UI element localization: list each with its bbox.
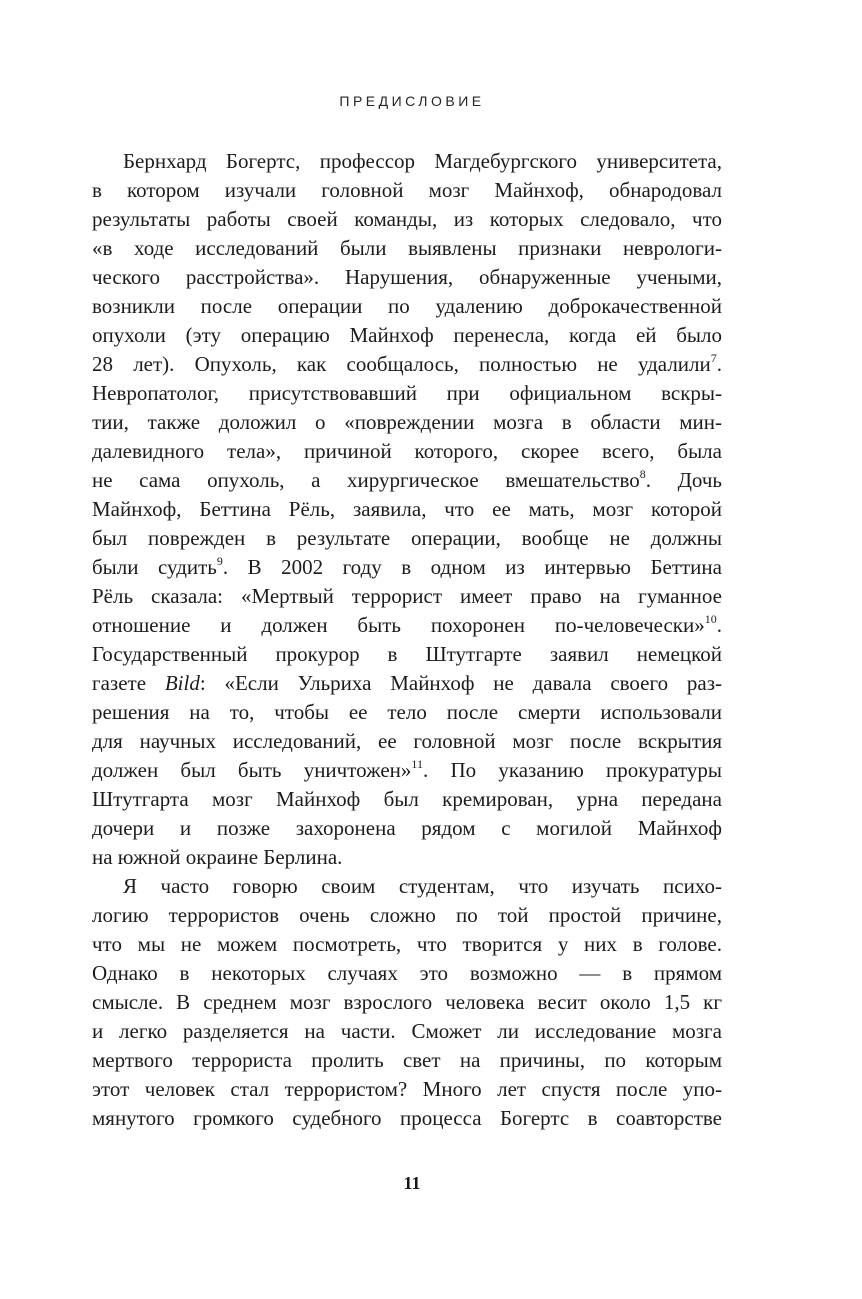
text-line: дочери и позже захоронена рядом с могилой Майнхоф	[92, 816, 722, 840]
text-line: тии, также доложил о «повреждении мозга в области мин-	[92, 410, 722, 434]
text-line: газете Bild: «Если Ульриха Майнхоф не давала своего раз-	[92, 671, 722, 695]
text-line: Государственный прокурор в Штутгарте заявил немецкой	[92, 642, 722, 666]
text-line: должен был быть уничтожен»$^{11}$. По указанию прокуратуры	[92, 757, 722, 782]
text-line: мертвого террориста пролить свет на причины, по которым	[92, 1048, 722, 1072]
text-line: не сама опухоль, а хирургическое вмешательство$^8$. Дочь	[92, 467, 722, 492]
chapter-running-head: ПРЕДИСЛОВИЕ	[339, 93, 485, 109]
text-line: этот человек стал террористом? Много лет спустя после упо-	[92, 1077, 722, 1101]
text-line: «в ходе исследований были выявлены признаки неврологи-	[92, 236, 722, 260]
body-text-block	[92, 147, 722, 1133]
text-line: в котором изучали головной мозг Майнхоф, обнародовал	[92, 178, 722, 202]
text-line: Однако в некоторых случаях это возможно — в прямом	[92, 961, 722, 985]
text-line: Штутгарта мозг Майнхоф был кремирован, урна передана	[92, 787, 722, 811]
text-line: был поврежден в результате операции, вообще не должны	[92, 526, 722, 550]
text-line: опухоли (эту операцию Майнхоф перенесла, когда ей было	[92, 323, 722, 347]
text-line: Я часто говорю своим студентам, что изучать психо-	[123, 874, 722, 898]
text-line: отношение и должен быть похоронен по-человечески»$^{10}$.	[92, 612, 722, 637]
text-line: на южной окраине Берлина.	[92, 845, 343, 869]
text-line: и легко разделяется на части. Сможет ли исследование мозга	[92, 1019, 722, 1043]
text-line: логию террористов очень сложно по той простой причине,	[92, 903, 722, 927]
text-line: Невропатолог, присутствовавший при официальном вскры-	[92, 381, 722, 405]
text-line: возникли после операции по удалению доброкачественной	[92, 294, 722, 318]
page-number: 11	[403, 1173, 421, 1193]
text-line: 28 лет). Опухоль, как сообщалось, полностью не удалили$^7$.	[92, 351, 722, 376]
text-line: мянутого громкого судебного процесса Богертс в соавторстве	[92, 1106, 722, 1130]
text-line: были судить$^9$. В 2002 году в одном из интервью Беттина	[92, 554, 722, 579]
text-line: Бернхард Богертс, профессор Магдебургского университета,	[123, 149, 722, 173]
text-line: ческого расстройства». Нарушения, обнаруженные учеными,	[92, 265, 722, 289]
text-line: Майнхоф, Беттина Рёль, заявила, что ее мать, мозг которой	[92, 497, 722, 521]
text-line: что мы не можем посмотреть, что творится у них в голове.	[92, 932, 722, 956]
text-line: далевидного тела», причиной которого, скорее всего, была	[92, 439, 722, 463]
text-line: решения на то, чтобы ее тело после смерти использовали	[92, 700, 722, 724]
text-line: смысле. В среднем мозг взрослого человека весит около 1,5 кг	[92, 990, 722, 1014]
text-line: Рёль сказала: «Мертвый террорист имеет право на гуманное	[92, 584, 722, 608]
text-line: для научных исследований, ее головной мозг после вскрытия	[92, 729, 722, 753]
text-line: результаты работы своей команды, из которых следовало, что	[92, 207, 722, 231]
